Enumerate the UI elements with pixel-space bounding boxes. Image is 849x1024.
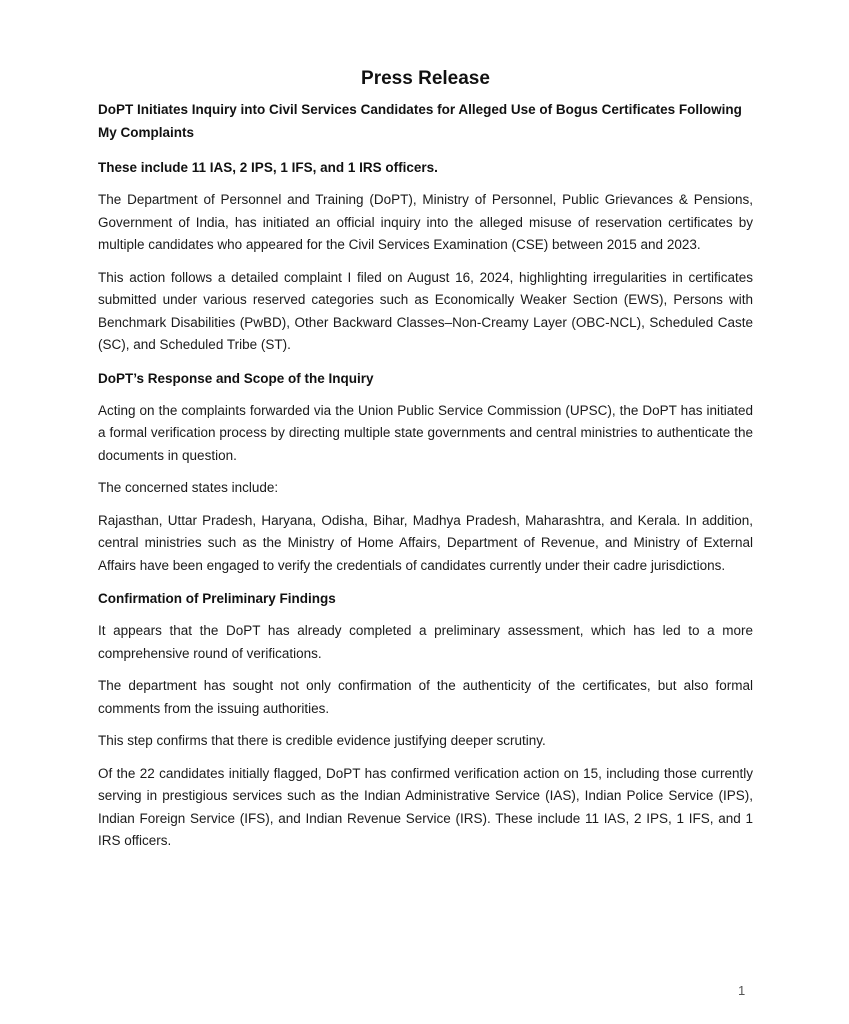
section2-paragraph-4: Of the 22 candidates initially flagged, DoPT has confirmed verification action on 15, including those currently serving in prestigious services such as the Indian Administrative Service (IAS), Indian Police Service (IPS), Indian Foreign Service (IFS), and Indian Revenue Service (IRS). These include 11 IAS, 2 IPS, 1 IFS, and 1 IRS officers. <box>98 765 753 848</box>
section-heading-response-scope: DoPT’s Response and Scope of the Inquiry <box>98 370 374 386</box>
section1-paragraph-1: Acting on the complaints forwarded via the Union Public Service Commission (UPSC), the DoPT has initiated a formal verification process by directing multiple state governments and central ministries to authenticate the documents in question. <box>98 402 753 463</box>
document-page <box>98 64 753 863</box>
section-heading-preliminary-findings: Confirmation of Preliminary Findings <box>98 591 336 606</box>
intro-paragraph-1: The Department of Personnel and Training (DoPT), Ministry of Personnel, Public Grievances & Pensions, Government of India, has initiated an official inquiry into the alleged misuse of reservation certificates by multiple candidates who appeared for the Civil Services Examination (CSE) between 2015 and 2023. <box>98 192 753 252</box>
section1-paragraph-3: Rajasthan, Uttar Pradesh, Haryana, Odisha, Bihar, Madhya Pradesh, Maharashtra, and Kerala. In addition, central ministries such as the Ministry of Home Affairs, Department of Revenue, and Ministry of External Affairs have been engaged to verify the credentials of candidates currently under their cadre jurisdictions. <box>98 512 753 573</box>
section2-paragraph-1: It appears that the DoPT has already completed a preliminary assessment, which has led to a more comprehensive round of verifications. <box>98 623 753 661</box>
section2-paragraph-2: The department has sought not only confirmation of the authenticity of the certificates, but also formal comments from the issuing authorities. <box>98 678 753 716</box>
summary-heading: These include 11 IAS, 2 IPS, 1 IFS, and 1 IRS officers. <box>98 160 438 175</box>
document-subtitle: DoPT Initiates Inquiry into Civil Services Candidates for Alleged Use of Bogus Certificates Following My Complaints <box>98 102 742 140</box>
section2-paragraph-3: This step confirms that there is credible evidence justifying deeper scrutiny. <box>98 733 546 748</box>
section1-paragraph-2: The concerned states include: <box>98 480 279 495</box>
intro-paragraph-2: This action follows a detailed complaint I filed on August 16, 2024, highlighting irregularities in certificates submitted under various reserved categories such as Economically Weaker Section (EWS), Persons with Benchmark Disabilities (PwBD), Other Backward Classes–Non-Creamy Layer (OBC-NCL), Scheduled Caste (SC), and Scheduled Tribe (ST). <box>98 269 753 352</box>
page-title: Press Release <box>361 68 490 89</box>
page-number: 1 <box>738 983 746 998</box>
